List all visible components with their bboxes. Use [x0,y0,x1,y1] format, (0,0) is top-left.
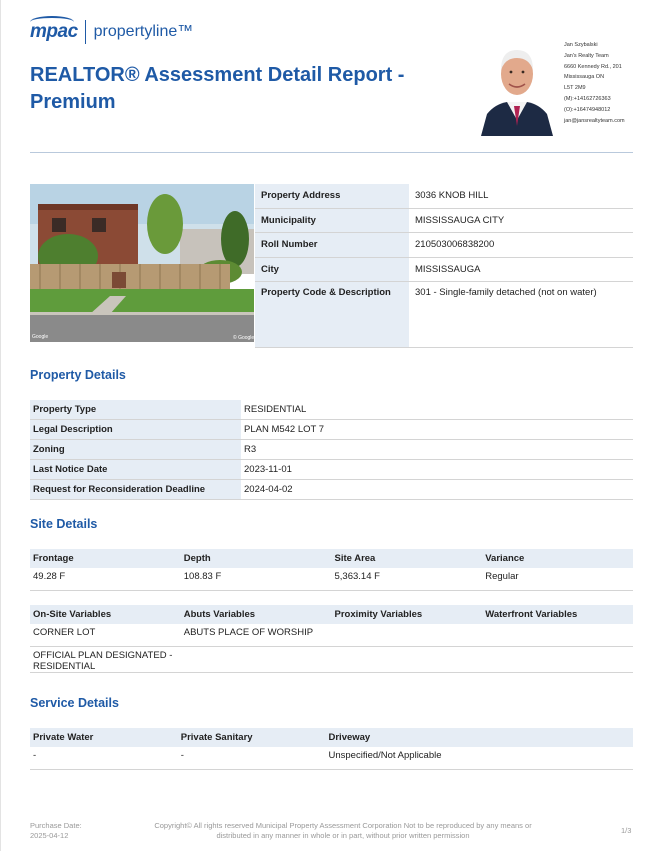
property-detail-row [30,420,633,440]
summary-value: MISSISSAUGA [409,257,633,282]
copyright-line-1: Copyright© All rights reserved Municipal Property Assessment Corporation Not to be reproduced by any means or [154,821,532,830]
property-summary-table [255,184,633,348]
site-variable-cell [332,624,483,647]
header-divider [30,152,633,153]
service-header: Driveway [326,728,634,747]
site-variable-cell [482,624,633,647]
property-detail-value: PLAN M542 LOT 7 [241,420,633,440]
logo-divider [85,20,86,44]
site-measure-header: Frontage [30,549,181,568]
agent-photo [477,40,557,136]
agent-address-line1: 6660 Kennedy Rd., 201 [564,63,622,70]
property-details-table [30,400,633,500]
site-variable-cell: ABUTS PLACE OF WORSHIP [181,624,332,647]
summary-row [255,282,633,348]
agent-office-phone: (O):+16474948012 [564,106,611,113]
property-detail-label: Last Notice Date [30,460,241,480]
summary-value: 301 - Single-family detached (not on water) [409,282,633,348]
property-detail-label: Request for Reconsideration Deadline [30,480,241,500]
summary-row [255,184,633,208]
property-street-photo [30,184,254,342]
property-detail-label: Zoning [30,440,241,460]
photo-credit-left: Google [32,334,49,340]
site-measure-header: Site Area [332,549,483,568]
property-detail-label: Property Type [30,400,241,420]
site-variable-row [30,647,633,673]
agent-contact-block [564,40,625,126]
site-details-heading: Site Details [30,517,98,531]
site-variable-cell [482,647,633,673]
agent-address-line2: Mississauga ON [564,74,605,81]
page-number: 1/3 [621,826,632,835]
property-detail-row [30,400,633,420]
purchase-date-label: Purchase Date: [30,821,82,830]
site-measure-value: 5,363.14 F [332,568,483,591]
site-variable-row [30,624,633,647]
mpac-logo [30,20,193,44]
summary-label: Municipality [255,208,409,233]
summary-label: City [255,257,409,282]
service-details-table [30,728,633,770]
property-detail-row [30,440,633,460]
copyright-line-2: distributed in any manner in whole or in part, without prior written permission [216,830,470,840]
property-detail-row [30,480,633,500]
copyright-notice [119,821,567,840]
property-detail-value: R3 [241,440,633,460]
site-variable-header: On-Site Variables [30,605,181,624]
site-variable-header: Waterfront Variables [482,605,633,624]
summary-row [255,257,633,282]
site-variable-header: Abuts Variables [181,605,332,624]
site-variable-header: Proximity Variables [332,605,483,624]
agent-postal-code: L5T 2M9 [564,85,586,92]
summary-label: Property Address [255,184,409,208]
agent-name: Jan Szybalski [564,42,598,48]
site-variables-table [30,605,633,673]
site-variable-cell: CORNER LOT [30,624,181,647]
service-value: Unspecified/Not Applicable [326,747,634,770]
summary-row [255,233,633,258]
service-details-heading: Service Details [30,696,119,710]
photo-credit-right: © Google [233,335,255,341]
property-details-heading: Property Details [30,368,126,382]
purchase-date-block [30,821,82,840]
agent-email[interactable]: jan@jansrealtyteam.com [564,117,625,124]
summary-row [255,208,633,233]
summary-value: 210503006838200 [409,233,633,258]
site-measure-header: Variance [482,549,633,568]
service-value: - [30,747,178,770]
site-variable-cell: OFFICIAL PLAN DESIGNATED - RESIDENTIAL [30,647,181,673]
logo-product-text: propertyline™ [93,23,194,40]
property-detail-value: 2024-04-02 [241,480,633,500]
site-measure-value: 49.28 F [30,568,181,591]
agent-mobile: (M):+14162726363 [564,95,611,102]
summary-label: Roll Number [255,233,409,258]
agent-team: Jan's Realty Team [564,52,609,59]
property-detail-row [30,460,633,480]
summary-value: 3036 KNOB HILL [409,184,633,208]
service-header: Private Sanitary [178,728,326,747]
site-measure-value: 108.83 F [181,568,332,591]
summary-value: MISSISSAUGA CITY [409,208,633,233]
site-measures-table [30,549,633,591]
site-variable-cell [332,647,483,673]
property-detail-value: RESIDENTIAL [241,400,633,420]
purchase-date-value: 2025-04-12 [30,830,69,840]
site-measure-header: Depth [181,549,332,568]
logo-mpac-text: mpac [30,21,78,43]
property-detail-label: Legal Description [30,420,241,440]
site-measure-value: Regular [482,568,633,591]
site-variable-cell [181,647,332,673]
summary-label: Property Code & Description [255,282,409,348]
service-value: - [178,747,326,770]
service-header: Private Water [30,728,178,747]
property-detail-value: 2023-11-01 [241,460,633,480]
report-title: REALTOR® Assessment Detail Report - Premium [30,64,405,113]
